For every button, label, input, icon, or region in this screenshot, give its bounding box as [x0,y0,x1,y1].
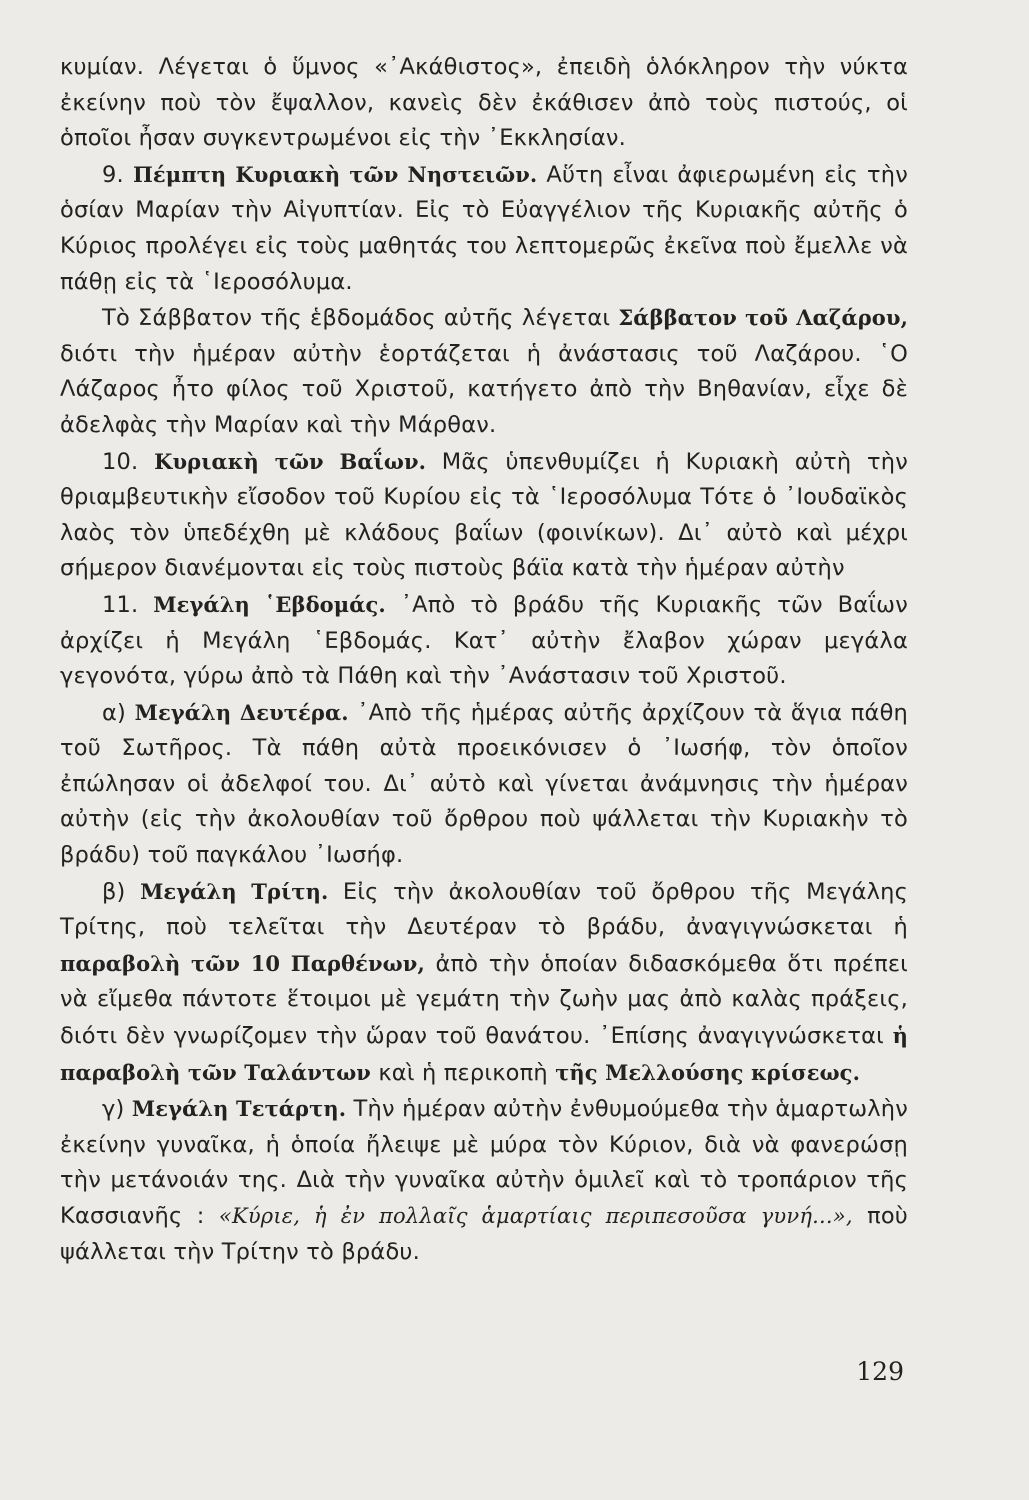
text-run: Τὴν ἡμέραν αὐτὴν ἐνθυμούμεθα τὴν ἁμαρτωλὴν ἐκείνην γυναῖκα, ἡ ὁποία ἤλειψε μὲ μύρα τὸν Κύριον, διὰ νὰ φανερώσῃ τὴν μετάνοιάν της. Διὰ τὴν γυναῖκα αὐτὴν ὁμιλεῖ καὶ τὸ τροπάριον τῆς Κασσιανῆς : [60,1096,908,1229]
text-run: Αὕτη εἶναι ἀφιερωμένη εἰς τὴν ὁσίαν Μαρίαν τὴν Αἰγυπτίαν. Εἰς τὸ Εὐαγγέλιον τῆς Κυριακῆς αὐτῆς ὁ Κύριος προλέγει εἰς τοὺς μαθητάς του λεπτομερῶς ἐκεῖνα ποὺ ἔμελλε νὰ πάθῃ εἰς τὰ ῾Ιεροσόλυμα. [60,161,908,295]
text-run: κυμίαν. Λέγεται ὁ ὕμνος «᾿Ακάθιστος», ἐπειδὴ ὁλόκληρον τὴν νύκτα ἐκείνην ποὺ τὸν ἔψαλλον, κανεὶς δὲν ἐκάθισεν ἀπὸ τοὺς πιστούς, οἱ ὁποῖοι ἦσαν συγκεντρωμένοι εἰς τὴν ᾿Εκκλησίαν. [60,54,908,152]
bold-heading: Μεγάλη Δευτέρα. [134,699,349,725]
bold-heading: παραβολὴ τῶν 10 Παρθένων, [60,950,425,976]
text-run: Τὸ Σάββατον τῆς ἑβδομάδος αὐτῆς λέγεται [102,305,619,332]
bold-heading: Μεγάλη Τρίτη. [140,878,329,904]
paragraph [60,300,908,443]
page-number: 129 [856,1357,904,1386]
bold-heading: Κυριακὴ τῶν Βαΐων. [154,448,427,474]
text-run: Μᾶς ὑπενθυμίζει ἡ Κυριακὴ αὐτὴ τὴν θριαμβευτικὴν εἴσοδον τοῦ Κυρίου εἰς τὰ ῾Ιεροσόλυμα Τότε ὁ ᾿Ιουδαϊκὸς λαὸς τὸν ὑπεδέχθη μὲ κλάδους βαΐων (φοινίκων). Δι᾿ αὐτὸ καὶ μέχρι σήμερον διανέμονται εἰς τοὺς πιστοὺς βάϊα κατὰ τὴν ἡμέραν αὐτὴν [60,448,908,582]
text-run: διότι τὴν ἡμέραν αὐτὴν ἑορτάζεται ἡ ἀνάστασις τοῦ Λαζάρου. ῾Ο Λάζαρος ἦτο φίλος τοῦ Χριστοῦ, κατήγετο ἀπὸ τὴν Βηθανίαν, εἶχε δὲ ἀδελφὰς τὴν Μαρίαν καὶ τὴν Μάρθαν. [60,340,908,438]
text-run: γ) [102,1096,132,1123]
text-run: α) [102,699,135,726]
text-run: καὶ ἡ περικοπὴ [370,1059,556,1086]
text-run: ἀπὸ τὴν ὁποίαν διδασκόμεθα ὅτι πρέπει νὰ εἴμεθα πάντοτε ἕτοιμοι μὲ γεμάτη τὴν ζωὴν μας ἀπὸ καλὰς πράξεις, διότι δὲν γνωρίζομεν τὴν ὥραν τοῦ θανάτου. ᾿Επίσης ἀναγιγνώσκεται [60,950,908,1050]
paragraph [60,1091,908,1270]
paragraph [60,695,908,874]
text-run: β) [102,878,141,905]
bold-heading: ἡ παραβολὴ τῶν Ταλάντων [60,1023,908,1085]
bold-heading: Σάββατον τοῦ Λαζάρου, [618,305,908,331]
paragraph [60,874,908,1092]
paragraph [60,50,908,157]
text-run: 9. [102,161,133,188]
text-run: ᾿Απὸ τὸ βράδυ τῆς Κυριακῆς τῶν Βαΐων ἀρχίζει ἡ Μεγάλη ῾Εβδομάς. Κατ᾿ αὐτὴν ἔλαβον χώραν μεγάλα γεγονότα, γύρω ἀπὸ τὰ Πάθη καὶ τὴν ᾿Ανάστασιν τοῦ Χριστοῦ. [60,591,908,690]
bold-heading: Μεγάλη ῾Εβδομάς. [153,591,386,617]
bold-heading: Μεγάλη Τετάρτη. [131,1096,347,1122]
text-run: ᾿Απὸ τῆς ἡμέρας αὐτῆς ἀρχίζουν τὰ ἅγια πάθη τοῦ Σωτῆρος. Τὰ πάθη αὐτὰ προεικόνισεν ὁ ᾿Ιωσήφ, τὸν ὁποῖον ἐπώλησαν οἱ ἀδελφοί του. Δι᾿ αὐτὸ καὶ γίνεται ἀνάμνησις τὴν ἡμέραν αὐτὴν (εἰς τὴν ἀκολουθίαν τοῦ ὄρθρου ποὺ ψάλλεται τὴν Κυριακὴν τὸ βράδυ) τοῦ παγκάλου ᾿Ιωσήφ. [60,699,908,869]
paragraph [60,444,908,587]
bold-heading: Πέμπτη Κυριακὴ τῶν Νηστειῶν. [132,161,538,187]
bold-heading: τῆς Μελλούσης κρίσεως. [555,1059,860,1085]
text-run: 11. [102,591,154,618]
paragraph [60,587,908,695]
text-run: ποὺ ψάλλεται τὴν Τρίτην τὸ βράδυ. [60,1203,908,1265]
page-body [60,50,908,1270]
text-run: 10. [102,448,155,475]
italic-quote: «Κύριε, ἡ ἐν πολλαῖς ἁμαρτίαις περιπεσοῦσα γυνή...», [218,1204,853,1228]
paragraph [60,157,908,300]
text-run: Εἰς τὴν ἀκολουθίαν τοῦ ὄρθρου τῆς Μεγάλης Τρίτης, ποὺ τελεῖται τὴν Δευτέραν τὸ βράδυ, ἀναγιγνώσκεται ἡ [60,878,909,941]
